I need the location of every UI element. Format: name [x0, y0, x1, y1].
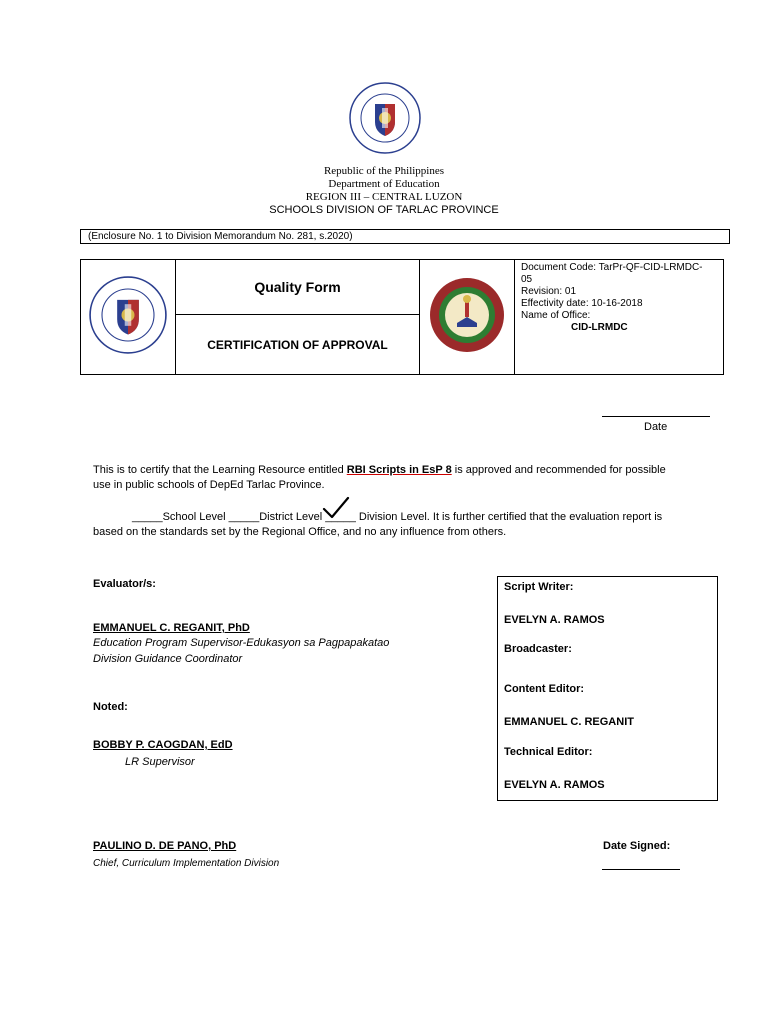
chief-name: PAULINO D. DE PANO, PhD [93, 840, 237, 852]
technical-editor-name: EVELYN A. RAMOS [504, 779, 605, 791]
deped-seal-logo-small [89, 276, 167, 354]
header-region: REGION III – CENTRAL LUZON [305, 191, 463, 203]
document-code-line2: 05 [521, 274, 533, 285]
date-signed-label: Date Signed: [603, 840, 671, 852]
technical-editor-label: Technical Editor: [504, 746, 593, 758]
certification-title: CERTIFICATION OF APPROVAL [176, 315, 420, 375]
deped-seal-cell [81, 260, 176, 375]
document-meta-cell [515, 260, 724, 375]
noted-role: LR Supervisor [125, 756, 195, 768]
document-code-line1: Document Code: TarPr-QF-CID-LRMDC- [521, 262, 703, 273]
certification-text-end: is approved and recommended for possible [451, 464, 666, 476]
enclosure-note: (Enclosure No. 1 to Division Memorandum No. 281, s.2020) [80, 229, 730, 244]
certification-text-start: This is to certify that the Learning Resource entitled [93, 464, 347, 476]
level-line [132, 510, 662, 525]
division-seal-logo [429, 277, 505, 353]
division-level-text: Division Level. It is further certified that the evaluation report is [355, 511, 663, 523]
credits-box [497, 576, 718, 801]
division-seal-cell [420, 260, 515, 375]
deped-seal-logo [349, 82, 421, 154]
date-label: Date [644, 421, 668, 433]
evaluators-label: Evaluator/s: [93, 578, 156, 590]
district-level-option: _____District Level [228, 511, 323, 523]
office-value: CID-LRMDC [571, 322, 628, 333]
noted-label: Noted: [93, 701, 128, 713]
date-signed-line [602, 869, 680, 870]
content-editor-name: EMMANUEL C. REGANIT [504, 716, 634, 728]
chief-role: Chief, Curriculum Implementation Division [93, 858, 280, 869]
quality-form-title: Quality Form [176, 260, 420, 315]
evaluator-name: EMMANUEL C. REGANIT, PhD [93, 622, 250, 634]
school-level-option: _____School Level [132, 511, 226, 523]
evaluator-role1: Education Program Supervisor-Edukasyon sa Pagpapakatao [93, 637, 390, 649]
header-department: Department of Education [328, 178, 440, 190]
quality-form-table [80, 259, 724, 375]
header-division: SCHOOLS DIVISION OF TARLAC PROVINCE [269, 204, 499, 216]
division-level-blank: _____ [325, 511, 356, 523]
certification-paragraph2-line2: based on the standards set by the Regional Office, and no any influence from others. [93, 526, 507, 538]
evaluator-role2: Division Guidance Coordinator [93, 653, 243, 665]
broadcaster-label: Broadcaster: [504, 643, 572, 655]
script-writer-label: Script Writer: [504, 581, 574, 593]
checkmark-icon [322, 496, 350, 525]
date-line [602, 416, 710, 417]
certification-paragraph-line1 [93, 463, 713, 478]
script-writer-name: EVELYN A. RAMOS [504, 614, 605, 626]
learning-resource-title: RBI Scripts in EsP 8 [346, 464, 452, 476]
certification-paragraph-line2: use in public schools of DepEd Tarlac Province. [93, 479, 325, 491]
revision: Revision: 01 [521, 286, 577, 297]
effectivity-date: Effectivity date: 10-16-2018 [521, 298, 643, 309]
content-editor-label: Content Editor: [504, 683, 585, 695]
office-label: Name of Office: [521, 310, 591, 321]
noted-name: BOBBY P. CAOGDAN, EdD [93, 739, 233, 751]
header-republic: Republic of the Philippines [323, 165, 445, 177]
